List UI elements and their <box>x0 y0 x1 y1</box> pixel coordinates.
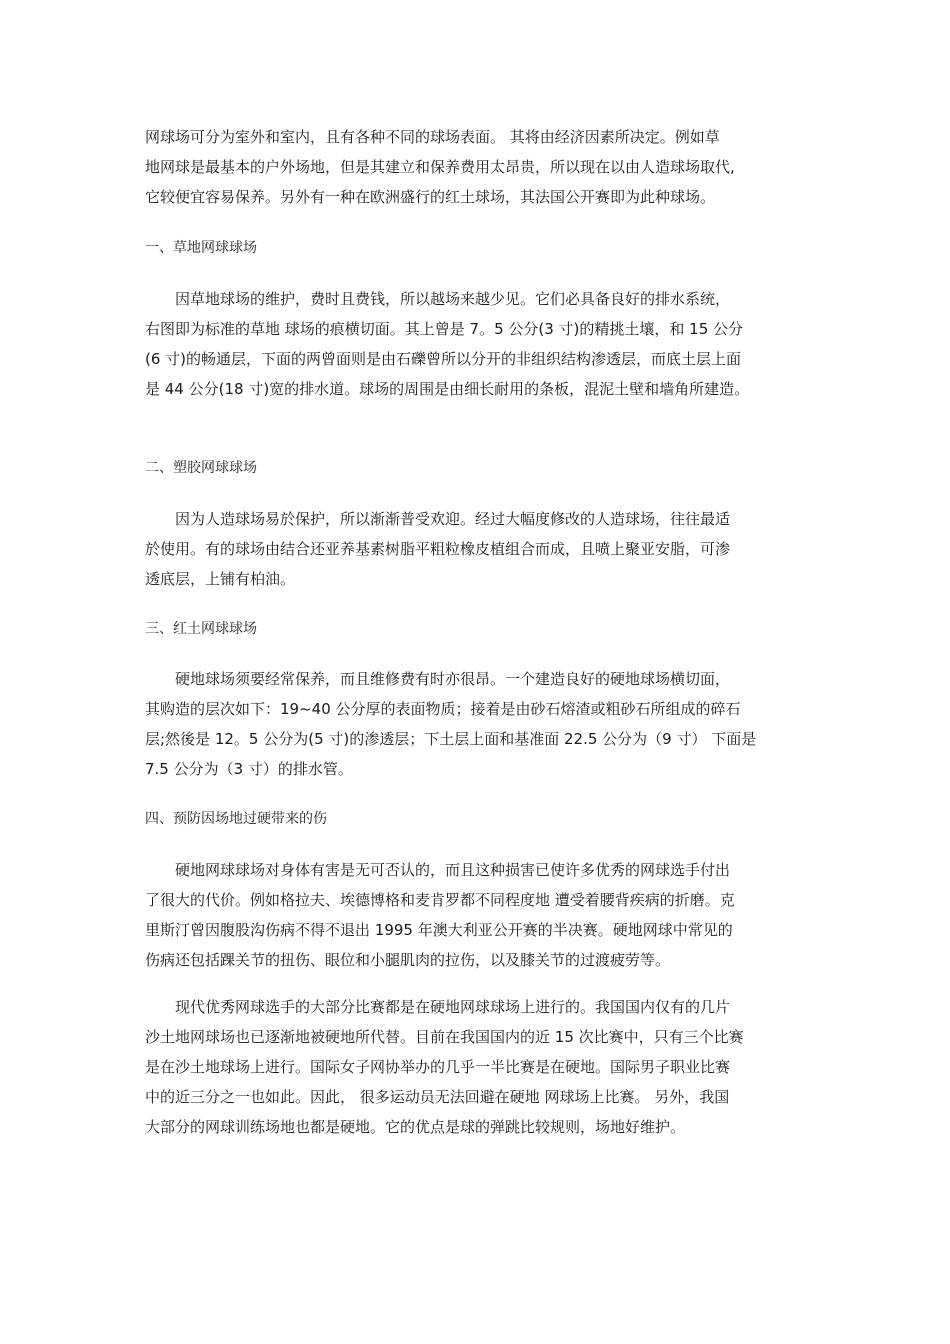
text-line: 地网球是最基本的户外场地，但是其建立和保养费用太昂贵，所以现在以由人造球场取代, <box>145 158 735 176</box>
grass-court-paragraph <box>145 284 805 404</box>
text-line: 其购造的层次如下：19~40 公分厚的表面物质；接着是由砂石熔渣或粗砂石所组成的碎石 <box>145 700 741 718</box>
text-line: 因草地球场的维护，费时且费钱，所以越场来越少见。它们必具备良好的排水系统， <box>145 290 731 308</box>
section-heading-grass: 一、草地网球球场 <box>145 240 257 256</box>
section-heading-clay: 三、红土网球球场 <box>145 621 257 637</box>
text-line: 於使用。有的球场由结合还亚养基素树脂平粗粒橡皮植组合而成，且喷上聚亚安脂，可渗 <box>145 540 731 558</box>
text-line: 是在沙土地球场上进行。国际女子网协举办的几乎一半比赛是在硬地。国际男子职业比赛 <box>145 1058 731 1076</box>
text-line: 现代优秀网球选手的大部分比赛都是在硬地网球球场上进行的。我国国内仅有的几片 <box>145 998 731 1016</box>
text-line: 层;然後是 12。5 公分为(5 寸)的渗透层；下土层上面和基准面 22.5 公分为（9 寸） 下面是 <box>145 730 757 748</box>
clay-court-paragraph <box>145 664 805 784</box>
text-line: 硬地球场须要经常保养，而且维修费有时亦很昂。一个建造良好的硬地球场横切面， <box>145 670 731 688</box>
injury-paragraph-2 <box>145 992 805 1142</box>
text-line: 中的近三分之一也如此。因此， 很多运动员无法回避在硬地 网球场上比赛。 另外，我国 <box>145 1088 730 1106</box>
text-line: 了很大的代价。例如格拉夫、埃德博格和麦肯罗都不同程度地 遭受着腰背疾病的折磨。克 <box>145 891 735 909</box>
text-line: 网球场可分为室外和室内，且有各种不同的球场表面。 其将由经济因素所决定。例如草 <box>145 128 720 146</box>
text-line: 右图即为标准的草地 球场的痕横切面。其上曾是 7。5 公分(3 寸)的精挑土壤，和 15 公分 <box>145 320 744 338</box>
text-line: 它较便宜容易保养。另外有一种在欧洲盛行的红土球场，其法国公开赛即为此种球场。 <box>145 188 716 206</box>
section-heading-injury: 四、预防因场地过硬带来的伤 <box>145 811 327 827</box>
text-line: 7.5 公分为（3 寸）的排水管。 <box>145 760 353 778</box>
intro-paragraph <box>145 122 805 212</box>
text-line: 大部分的网球训练场地也都是硬地。它的优点是球的弹跳比较规则，场地好维护。 <box>145 1118 686 1136</box>
text-line: 因为人造球场易於保护，所以渐渐普受欢迎。经过大幅度修改的人造球场，往往最适 <box>145 510 731 528</box>
text-line: 是 44 公分(18 寸)宽的排水道。球场的周围是由细长耐用的条板，混泥土壁和墙角所建造。 <box>145 380 750 398</box>
text-line: 沙土地网球场也已逐渐地被硬地所代替。目前在我国国内的近 15 次比赛中，只有三个比赛 <box>145 1028 744 1046</box>
injury-paragraph-1 <box>145 855 805 975</box>
plastic-court-paragraph <box>145 504 805 594</box>
text-line: 硬地网球球场对身体有害是无可否认的，而且这种损害已使许多优秀的网球选手付出 <box>145 861 731 879</box>
text-line: 里斯汀曾因腹股沟伤病不得不退出 1995 年澳大利亚公开赛的半决赛。硬地网球中常见的 <box>145 921 733 939</box>
text-line: (6 寸)的畅通层，下面的两曾面则是由石礫曾所以分开的非组织结构渗透层，而底土层上面 <box>145 350 742 368</box>
text-line: 透底层，上铺有柏油。 <box>145 570 296 588</box>
section-heading-plastic: 二、塑胶网球球场 <box>145 460 257 476</box>
text-line: 伤病还包括踝关节的扭伤、眼位和小腿肌肉的拉伤，以及膝关节的过渡疲劳等。 <box>145 951 671 969</box>
